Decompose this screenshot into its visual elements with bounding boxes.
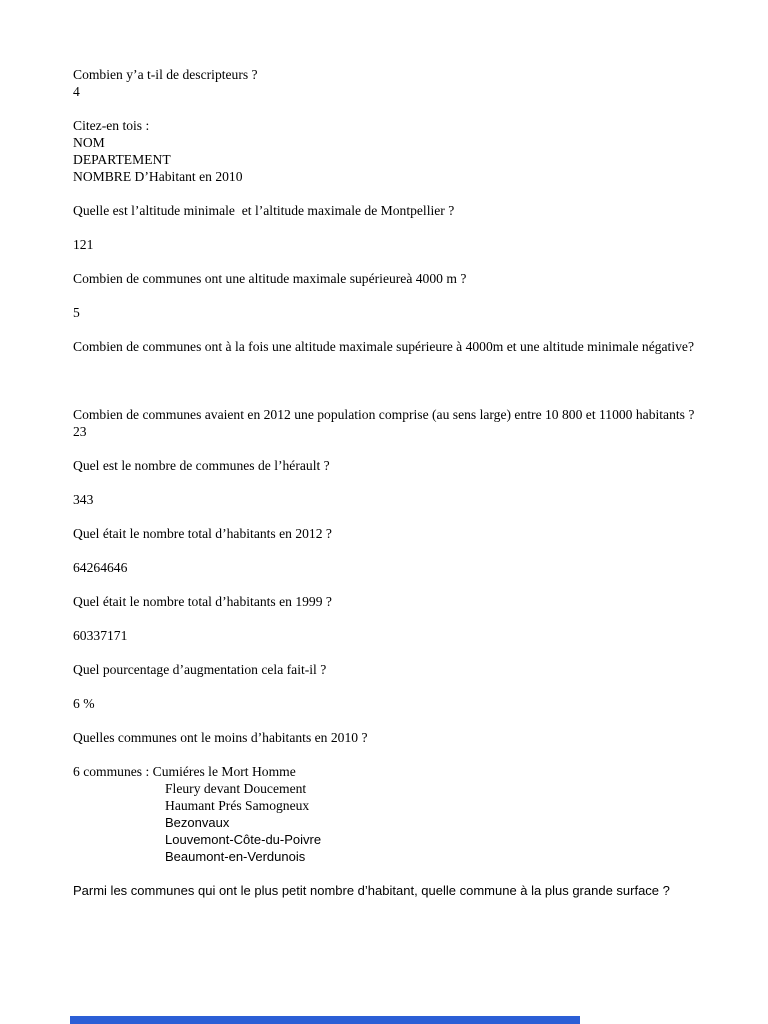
answer-pourcentage: 6 % bbox=[73, 696, 95, 711]
question-altitude-4000m: Combien de communes ont une altitude maximale supérieureà 4000 m ? bbox=[73, 271, 467, 286]
question-population-2012: Combien de communes avaient en 2012 une population comprise (au sens large) entre 10 800 et 11000 habitants ? bbox=[73, 407, 695, 422]
commune-beaumont: Beaumont-en-Verdunois bbox=[165, 849, 306, 864]
question-citez-en: Citez-en tois : bbox=[73, 118, 150, 133]
question-habitants-1999: Quel était le nombre total d’habitants en 1999 ? bbox=[73, 594, 332, 609]
answer-nombre-communes: 343 bbox=[73, 492, 94, 507]
answer-population-2012: 23 bbox=[73, 424, 87, 439]
question-nombre-communes: Quel est le nombre de communes de l’hérault ? bbox=[73, 458, 330, 473]
question-habitants-2012: Quel était le nombre total d’habitants en 2012 ? bbox=[73, 526, 332, 541]
answer-altitude-montpellier: 121 bbox=[73, 237, 94, 252]
question-altitude-montpellier: Quelle est l’altitude minimale et l’altitude maximale de Montpellier ? bbox=[73, 203, 455, 218]
commune-louvemont: Louvemont-Côte-du-Poivre bbox=[165, 832, 322, 847]
answer-descripteurs: 4 bbox=[73, 84, 80, 99]
commune-fleury: Fleury devant Doucement bbox=[165, 781, 307, 796]
question-moins-habitants: Quelles communes ont le moins d’habitants en 2010 ? bbox=[73, 730, 368, 745]
answer-communes-intro: 6 communes : Cumiéres le Mort Homme bbox=[73, 764, 296, 779]
list-item-nom: NOM bbox=[73, 135, 105, 150]
commune-haumant: Haumant Prés Samogneux bbox=[165, 798, 310, 813]
list-item-nombre-habitant: NOMBRE D’Habitant en 2010 bbox=[73, 169, 243, 184]
answer-altitude-4000m: 5 bbox=[73, 305, 80, 320]
list-item-departement: DEPARTEMENT bbox=[73, 152, 171, 167]
answer-habitants-2012: 64264646 bbox=[73, 560, 128, 575]
question-descripteurs: Combien y’a t-il de descripteurs ? bbox=[73, 67, 258, 82]
question-pourcentage: Quel pourcentage d’augmentation cela fait-il ? bbox=[73, 662, 327, 677]
question-grande-surface: Parmi les communes qui ont le plus petit nombre d’habitant, quelle commune à la plus grande surface ? bbox=[73, 883, 670, 898]
question-altitude-mixte: Combien de communes ont à la fois une altitude maximale supérieure à 4000m et une altitude minimale négative? bbox=[73, 339, 694, 354]
bottom-blue-bar bbox=[70, 1016, 580, 1024]
commune-bezonvaux: Bezonvaux bbox=[165, 815, 230, 830]
answer-habitants-1999: 60337171 bbox=[73, 628, 128, 643]
